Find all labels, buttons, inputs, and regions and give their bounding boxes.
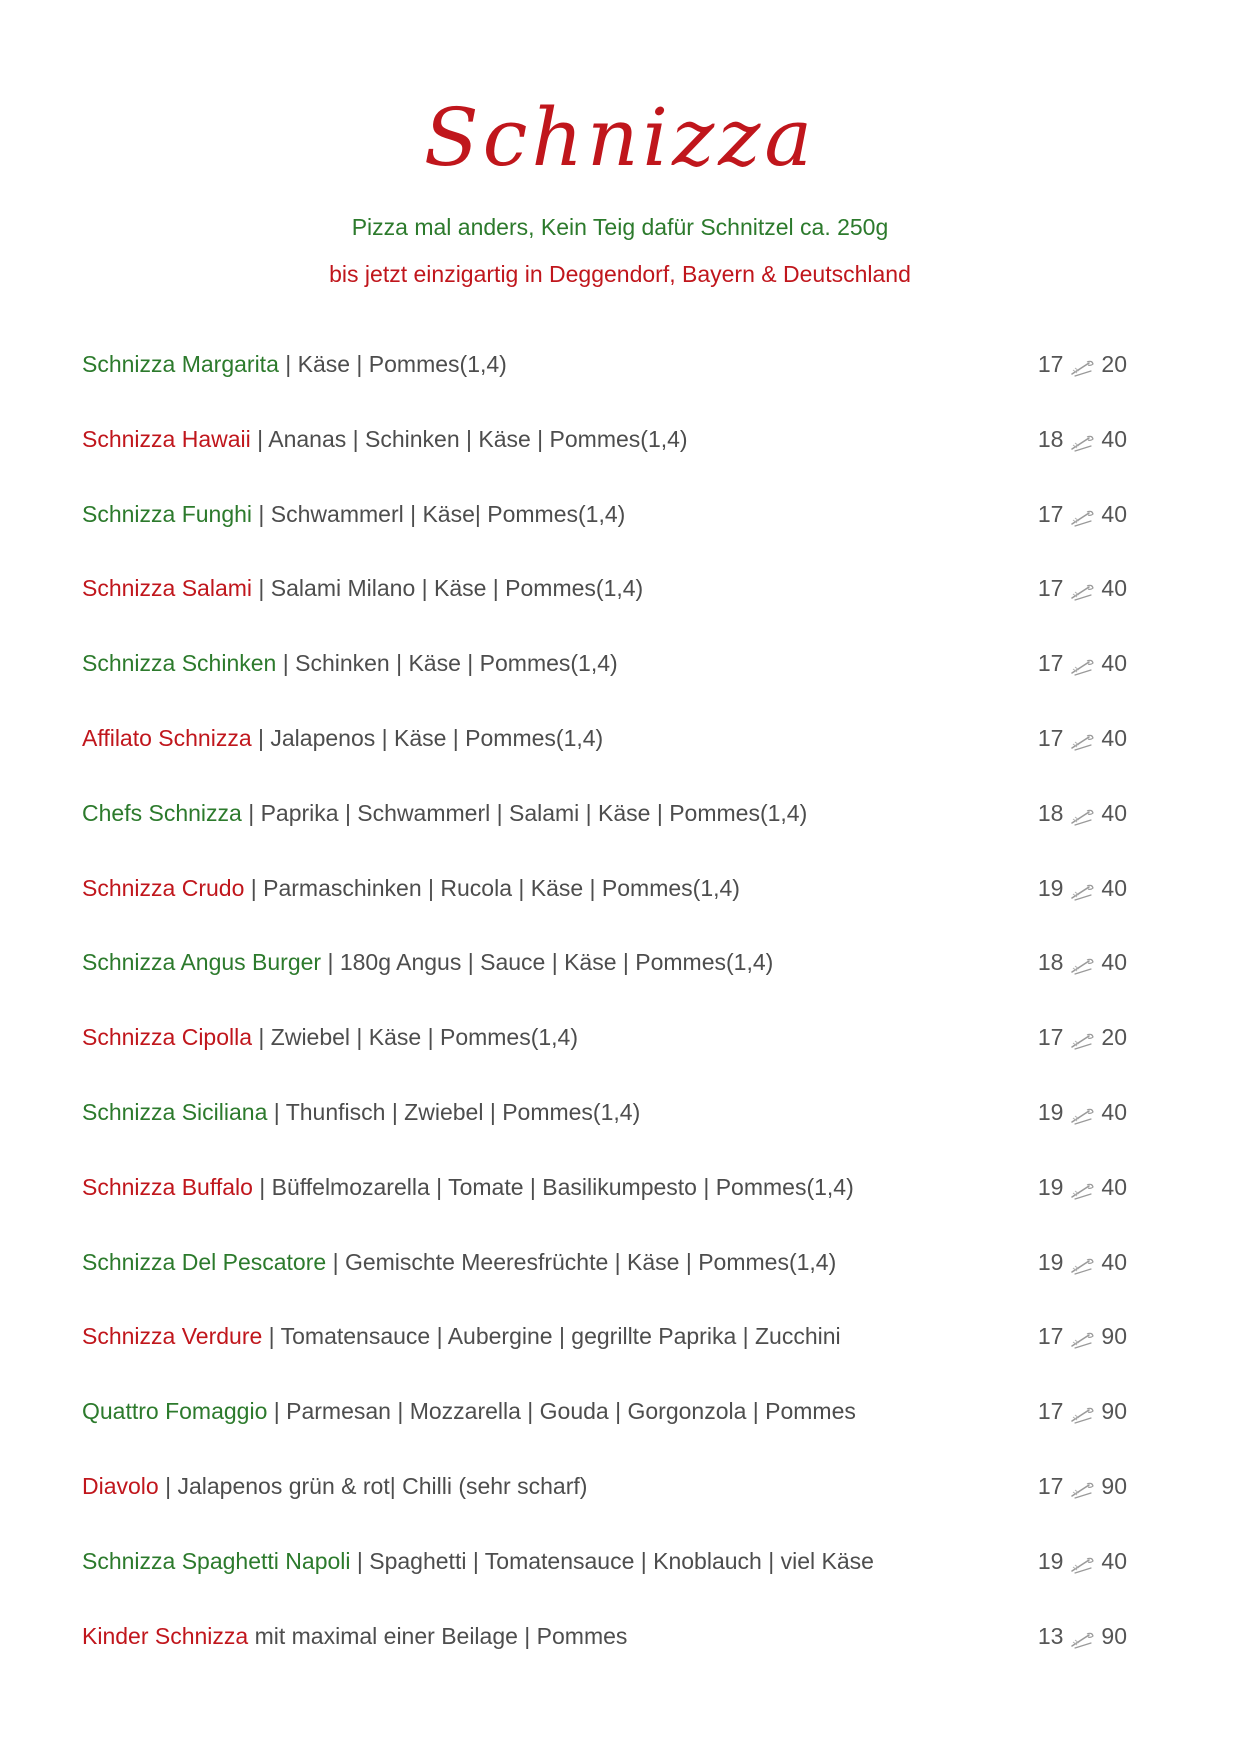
menu-item-text [82, 1319, 841, 1353]
menu-item-price [1038, 422, 1127, 456]
price-cents: 90 [1101, 1622, 1127, 1649]
fork-knife-icon [1069, 1031, 1095, 1051]
menu-item-description: | Ananas | Schinken | Käse | Pommes(1,4) [250, 425, 688, 452]
fork-knife-icon [1069, 1330, 1095, 1350]
fork-knife-icon [1069, 1181, 1095, 1201]
menu-item-text [82, 945, 773, 979]
menu-item [82, 721, 1127, 796]
price-euros: 19 [1037, 1098, 1064, 1125]
fork-knife-icon [1069, 1256, 1095, 1276]
menu-item-price [1038, 796, 1127, 830]
menu-item [82, 1469, 1127, 1544]
menu-item-name: Schnizza Crudo [82, 874, 245, 901]
subtitle-tagline: Pizza mal anders, Kein Teig dafür Schnitzel ca. 250g [351, 214, 889, 240]
menu-item-description: | Schinken | Käse | Pommes(1,4) [276, 650, 618, 677]
menu-item-text [82, 796, 807, 830]
menu-item [82, 1544, 1127, 1619]
menu-item [82, 646, 1127, 721]
price-euros: 17 [1037, 1472, 1064, 1499]
price-cents: 40 [1101, 874, 1127, 901]
menu-item-price [1038, 871, 1127, 905]
menu-item-price [1038, 721, 1127, 755]
menu-item-text [82, 1170, 854, 1204]
fork-knife-icon [1069, 1405, 1095, 1425]
fork-knife-icon [1069, 882, 1095, 902]
price-cents: 40 [1101, 575, 1127, 602]
menu-item-text [82, 1619, 627, 1653]
menu-item [82, 1170, 1127, 1245]
menu-item-price [1038, 1469, 1127, 1503]
price-cents: 40 [1101, 425, 1127, 452]
price-euros: 17 [1037, 1024, 1064, 1051]
menu-item-text [82, 497, 625, 531]
price-euros: 18 [1037, 949, 1064, 976]
price-euros: 17 [1037, 500, 1064, 527]
price-euros: 19 [1037, 874, 1064, 901]
menu-item-name: Chefs Schnizza [82, 799, 242, 826]
fork-knife-icon [1069, 508, 1095, 528]
price-euros: 17 [1037, 351, 1064, 377]
price-cents: 40 [1101, 500, 1127, 527]
menu-item-description: | Zwiebel | Käse | Pommes(1,4) [252, 1024, 579, 1051]
menu-item-description: | Thunfisch | Zwiebel | Pommes(1,4) [267, 1098, 641, 1125]
price-euros: 19 [1037, 1248, 1064, 1275]
menu-item-name: Affilato Schnizza [82, 724, 252, 751]
menu-item [82, 1245, 1127, 1320]
menu-item-price [1038, 571, 1127, 605]
menu-item-price [1038, 1394, 1127, 1428]
fork-knife-icon [1069, 732, 1095, 752]
price-cents: 20 [1101, 351, 1127, 377]
price-euros: 13 [1037, 1622, 1064, 1649]
menu-item [82, 945, 1127, 1020]
menu-item [82, 1319, 1127, 1394]
fork-knife-icon [1069, 1630, 1095, 1650]
price-cents: 40 [1101, 1248, 1127, 1275]
menu-item [82, 497, 1127, 572]
menu-item-price [1038, 945, 1127, 979]
menu-item [82, 1095, 1127, 1170]
price-cents: 40 [1101, 1547, 1127, 1574]
price-euros: 17 [1037, 1323, 1064, 1350]
menu-item-name: Schnizza Funghi [82, 500, 253, 527]
menu-item-description: | Jalapenos grün & rot| Chilli (sehr scharf) [158, 1472, 588, 1499]
menu-item-text [82, 1095, 640, 1129]
menu-item-name: Kinder Schnizza [82, 1622, 249, 1649]
menu-item-price [1038, 1170, 1127, 1204]
price-cents: 40 [1101, 949, 1127, 976]
menu-item-description: | Spaghetti | Tomatensauce | Knoblauch | viel Käse [350, 1547, 874, 1574]
menu-item-price [1038, 646, 1127, 680]
menu-item-text [82, 571, 643, 605]
menu-item-name: Schnizza Margarita [82, 351, 279, 377]
price-euros: 19 [1037, 1547, 1064, 1574]
subtitle-uniqueness: bis jetzt einzigartig in Deggendorf, Bayern & Deutschland [329, 261, 911, 287]
menu-item [82, 871, 1127, 946]
menu-item [82, 1619, 1127, 1694]
price-cents: 20 [1101, 1024, 1127, 1051]
menu-item-text [82, 871, 740, 905]
price-cents: 90 [1101, 1472, 1127, 1499]
menu-item-text [82, 646, 618, 680]
price-euros: 17 [1037, 575, 1064, 602]
menu-item-price [1038, 1020, 1127, 1054]
price-cents: 40 [1101, 799, 1127, 826]
fork-knife-icon [1069, 1480, 1095, 1500]
fork-knife-icon [1069, 1106, 1095, 1126]
price-euros: 17 [1037, 1398, 1064, 1425]
menu-item-name: Schnizza Schinken [82, 650, 277, 677]
fork-knife-icon [1069, 807, 1095, 827]
menu-item-price [1038, 347, 1127, 381]
price-euros: 17 [1037, 650, 1064, 677]
menu-item [82, 796, 1127, 871]
menu-item-price [1038, 1245, 1127, 1279]
fork-knife-icon [1069, 1555, 1095, 1575]
price-euros: 18 [1037, 425, 1064, 452]
menu-item-text [82, 1544, 874, 1578]
menu-item [82, 347, 1127, 422]
menu-item-price [1038, 1095, 1127, 1129]
menu-item-description: | Salami Milano | Käse | Pommes(1,4) [252, 575, 644, 602]
menu-item-description: | Parmaschinken | Rucola | Käse | Pommes(1,4) [244, 874, 740, 901]
menu-item-description: | Büffelmozarella | Tomate | Basilikumpesto | Pommes(1,4) [252, 1173, 854, 1200]
menu-item-text [82, 1245, 836, 1279]
menu-item-name: Schnizza Spaghetti Napoli [82, 1547, 351, 1574]
menu-item-name: Quattro Fomaggio [82, 1398, 268, 1425]
menu-item-name: Diavolo [82, 1472, 159, 1499]
menu-item-price [1038, 1319, 1127, 1353]
fork-knife-icon [1069, 582, 1095, 602]
menu-item-name: Schnizza Del Pescatore [82, 1248, 327, 1275]
price-cents: 40 [1101, 724, 1127, 751]
menu-item-description: | Käse | Pommes(1,4) [278, 351, 507, 377]
menu-item-text [82, 1394, 856, 1428]
fork-knife-icon [1069, 956, 1095, 976]
menu-item-name: Schnizza Buffalo [82, 1173, 253, 1200]
menu-item-text [82, 1020, 578, 1054]
price-euros: 17 [1037, 724, 1064, 751]
menu-item-name: Schnizza Siciliana [82, 1098, 268, 1125]
menu-item-description: | Parmesan | Mozzarella | Gouda | Gorgonzola | Pommes [267, 1398, 856, 1425]
menu-item-description: | Paprika | Schwammerl | Salami | Käse | Pommes(1,4) [241, 799, 808, 826]
menu-item-text [82, 422, 688, 456]
page-title: Schnizza [423, 91, 817, 184]
menu-item-price [1038, 1544, 1127, 1578]
fork-knife-icon [1069, 358, 1095, 378]
menu-item-name: Schnizza Hawaii [82, 425, 251, 452]
menu-item-name: Schnizza Verdure [82, 1323, 263, 1350]
menu-item [82, 1394, 1127, 1469]
price-cents: 40 [1101, 1173, 1127, 1200]
price-cents: 90 [1101, 1323, 1127, 1350]
price-euros: 18 [1037, 799, 1064, 826]
menu-item-name: Schnizza Salami [82, 575, 253, 602]
menu-item [82, 571, 1127, 646]
menu-item-description: | Schwammerl | Käse| Pommes(1,4) [252, 500, 626, 527]
price-euros: 19 [1037, 1173, 1064, 1200]
fork-knife-icon [1069, 433, 1095, 453]
menu-item-text [82, 347, 507, 381]
menu-item-description: | 180g Angus | Sauce | Käse | Pommes(1,4) [321, 949, 774, 976]
menu-item-price [1038, 497, 1127, 531]
menu-item-price [1038, 1619, 1127, 1653]
menu-item-description: | Jalapenos | Käse | Pommes(1,4) [251, 724, 604, 751]
menu-item-name: Schnizza Cipolla [82, 1024, 253, 1051]
menu-item [82, 1020, 1127, 1095]
menu-item-description: | Gemischte Meeresfrüchte | Käse | Pommes(1,4) [326, 1248, 837, 1275]
price-cents: 40 [1101, 1098, 1127, 1125]
menu-item-text [82, 1469, 587, 1503]
menu-item-description: | Tomatensauce | Aubergine | gegrillte Paprika | Zucchini [262, 1323, 841, 1350]
menu-item-text [82, 721, 603, 755]
price-cents: 40 [1101, 650, 1127, 677]
menu-item [82, 422, 1127, 497]
menu-item-description: mit maximal einer Beilage | Pommes [248, 1622, 628, 1649]
fork-knife-icon [1069, 657, 1095, 677]
menu-list [82, 347, 1127, 1693]
price-cents: 90 [1101, 1398, 1127, 1425]
menu-item-name: Schnizza Angus Burger [82, 949, 322, 976]
